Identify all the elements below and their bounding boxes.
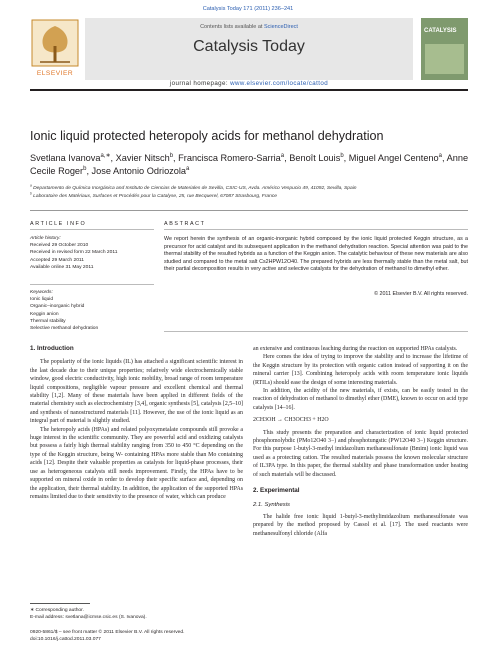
front-matter-line: 0920-5861/$ – see front matter © 2011 Elsevier B.V. All rights reserved. bbox=[30, 630, 185, 635]
history-label: Article history: bbox=[30, 236, 61, 241]
abstract-bottom-rule bbox=[164, 331, 468, 332]
keyword-item[interactable]: Ionic liquid bbox=[30, 297, 54, 303]
paragraph: The popularity of the ionic liquids (IL) has attached a significant scientific interest in the last decade due to their unique properties; relatively wide electrochemically stable window, good electric conductivity, high ionic mobility, broad range of room temperature liquid compositions, negligible vapour pressure and excellent chemical and thermal stability [1,2]. Many of these materials have been applied in different fields of the material chemistry such as electrochemistry [3,4], organic synthesis [5], catalysis [2,5–10] and synthesis of nanostructured materials [11]. However, the use of the ionic liquid as an integral part of material is slightly studied. bbox=[30, 359, 243, 425]
author-name[interactable]: Anne Cecile Roger bbox=[30, 153, 469, 176]
keyword-item[interactable]: Selective methanol dehydration bbox=[30, 326, 99, 332]
author-affiliation-marker[interactable]: a bbox=[438, 152, 442, 159]
keyword-item[interactable]: Thermal stability bbox=[30, 318, 66, 324]
article-info-divider bbox=[30, 284, 154, 285]
body-column-right bbox=[253, 345, 468, 538]
article-history bbox=[30, 235, 154, 271]
sciencedirect-link[interactable]: ScienceDirect bbox=[263, 24, 298, 30]
article-info-heading: ARTICLE INFO bbox=[30, 221, 87, 227]
author-affiliation-marker[interactable]: b bbox=[83, 165, 87, 172]
cover-title: CATALYSIS bbox=[424, 28, 457, 34]
author-name[interactable]: Francisca Romero-Sarria bbox=[178, 153, 281, 163]
affiliation-a: $^a$ Departamento de Química Inorgánica and Instituto de Ciencias de Materiales de Sevilla, CSIC-US, Avda. Américo Vespucio 49, 41092, Sevilla, Spain bbox=[30, 183, 357, 191]
paragraph: The halide free ionic liquid 1-butyl-3-methylimidazolium methanesulfonate was prepared by the method proposed by Cassol et al. [17]. The used reactants were methanesulfonyl chloride (Alfa bbox=[253, 513, 468, 537]
author-name[interactable]: Xavier Nitsch bbox=[115, 153, 170, 163]
affiliations bbox=[30, 185, 470, 201]
section-rule bbox=[30, 210, 468, 211]
reaction-equation: 2CH3OH → CH3OCH3 + H2O bbox=[253, 417, 329, 424]
footnote-rule bbox=[30, 603, 90, 604]
issn-info bbox=[30, 629, 243, 643]
masthead bbox=[30, 18, 468, 88]
corresponding-author-note: ∗ Corresponding author. bbox=[30, 608, 84, 613]
abstract-rule bbox=[164, 229, 468, 230]
abstract-copyright: © 2011 Elsevier B.V. All rights reserved. bbox=[374, 291, 468, 297]
paper-title: Ionic liquid protected heteropoly acids for methanol dehydration bbox=[30, 129, 384, 143]
author-affiliation-marker[interactable]: a bbox=[186, 165, 190, 172]
section-heading-experimental: 2. Experimental bbox=[253, 487, 300, 495]
journal-cover-thumbnail[interactable] bbox=[421, 18, 468, 80]
section-heading-introduction: 1. Introduction bbox=[30, 345, 74, 352]
abstract-heading: ABSTRACT bbox=[164, 221, 206, 227]
contents-line: Contents lists available at ScienceDirect bbox=[200, 24, 298, 30]
journal-homepage-link[interactable]: www.elsevier.com/locate/cattod bbox=[230, 80, 329, 87]
author-affiliation-marker[interactable]: b bbox=[340, 152, 344, 159]
keyword-item[interactable]: Organic–inorganic hybrid bbox=[30, 304, 85, 310]
history-item: Received in revised form 22 March 2011 bbox=[30, 250, 118, 256]
article-info-rule bbox=[30, 229, 154, 230]
paragraph: Here comes the idea of trying to improve the stability and to increase the lifetime of the Keggin structure by its protection with organic cation instead of supporting it on the mineral carrier [13]. Combining heteropoly acids with room temperature ionic liquids (RTILs) should ease the design of some interesting materials. bbox=[253, 354, 468, 386]
subsection-heading-synthesis: 2.1. Synthesis bbox=[253, 501, 291, 508]
doi-link[interactable]: doi:10.1016/j.cattod.2011.03.077 bbox=[30, 637, 101, 642]
history-item: Accepted 29 March 2011 bbox=[30, 257, 85, 263]
author-name[interactable]: Svetlana Ivanova bbox=[30, 153, 101, 163]
journal-homepage-line: journal homepage: www.elsevier.com/locate/cattod bbox=[169, 80, 329, 87]
paragraph: an extensive and continuous leaching during the reaction on supported HPAs catalysts. bbox=[253, 346, 458, 352]
paragraph: In addition, the acidity of the new materials, if exists, can be easily tested in the reaction of dehydration of methanol to dimethyl ether (DME), known to occur on acid type catalysts [14–16]. bbox=[253, 388, 468, 411]
journal-title[interactable]: Catalysis Today bbox=[193, 38, 305, 55]
body-column-left bbox=[30, 345, 243, 501]
history-item: Received 29 October 2010 bbox=[30, 243, 89, 249]
author-list: Svetlana Ivanova$^{a,∗}$, Xavier Nitsch$^b$, Francisca Romero-Sarria$^a$, Benoît Louis$^b$, Miguel Angel Centeno$^a$, Anne Cecile Roger$^b$, Jose Antonio Odriozola$^a$ bbox=[30, 152, 469, 176]
author-name[interactable]: Benoît Louis bbox=[289, 153, 341, 163]
history-item: Available online 31 May 2011 bbox=[30, 264, 94, 270]
elsevier-logo[interactable] bbox=[30, 18, 80, 80]
paragraph: The heteropoly acids (HPAs) and related polyoxymetalate compounds still provoke a huge interest in the scientific community. They are powerful acid and oxidizing catalysts but possess a fairly high thermal stability ranging from 350 to 450 °C depending on the type of the Keggin structure, being W- containing HPAs more stable than Mo containing acids [12]. Despite their valuable properties as catalysts for liquid-phase processes, their use as heterogeneous catalysts still needs improvement. Firstly, the HPAs have to be supported on mineral oxide in order to develop their specific surface and, depending on the application, their thermal stability. In addition, the application of the supported HPAs remains limited due to their sensitivity to the presence of water, which can produce bbox=[30, 426, 243, 500]
paragraph: This study presents the preparation and characterization of ionic liquid protected phosphomolybdic (PMo12O40 3−) and phosphotungstic (PW12O40 3−) Keggin structure. For this purpose 1-butyl-3-methyl imidazolium methanesulfonate (Bmim) ionic liquid was used as a protecting cation. The resulted materials possess the known molecular structure of IL3PA type. In this paper, the thermal stability and phase transformation under heating of such materials will be discussed. bbox=[253, 429, 468, 478]
keywords-label: Keywords: bbox=[30, 290, 53, 295]
author-name[interactable]: Jose Antonio Odriozola bbox=[91, 166, 187, 176]
keywords bbox=[30, 289, 154, 332]
abstract-text: We report herein the synthesis of an organic-inorganic hybrid composed by the ionic liquid protected Keggin structure, as a precursor for acid catalyst and its subsequent application in the methanol dehydration reaction. Special attention was paid to the thermal stability of the resulted hybrids as a function of the Keggin anion. The catalytic behaviour of these new materials are also studied and compared to the metal salt Cs2HPW12O40. The prepared hybrids are less thermally stable than the metal salt, but their partial decomposition results in very active and selective catalysts for the dehydration of methanol to dimethyl ether. bbox=[164, 236, 468, 273]
affiliation-b: $^b$ Laboratoire des Matériaux, Surfaces et Procédés pour la Catalyse, 25, rue Becquerel, 67087 Strasbourg, France bbox=[30, 191, 277, 199]
author-affiliation-marker[interactable]: a,∗ bbox=[100, 152, 111, 159]
keyword-item[interactable]: Keggin anion bbox=[30, 311, 59, 317]
footnote bbox=[30, 607, 243, 621]
journal-reference[interactable]: Catalysis Today 171 (2011) 236–241 bbox=[202, 6, 294, 12]
author-affiliation-marker[interactable]: b bbox=[169, 152, 174, 159]
cover-art bbox=[425, 44, 464, 74]
author-affiliation-marker[interactable]: a bbox=[280, 152, 285, 159]
elsevier-wordmark: ELSEVIER bbox=[36, 70, 74, 77]
masthead-center bbox=[85, 18, 413, 80]
header-rule bbox=[30, 89, 468, 91]
author-name[interactable]: Miguel Angel Centeno bbox=[348, 153, 439, 163]
author-email[interactable]: E-mail address: svetlana@icmse.csic.es (S. Ivanova). bbox=[30, 615, 147, 620]
